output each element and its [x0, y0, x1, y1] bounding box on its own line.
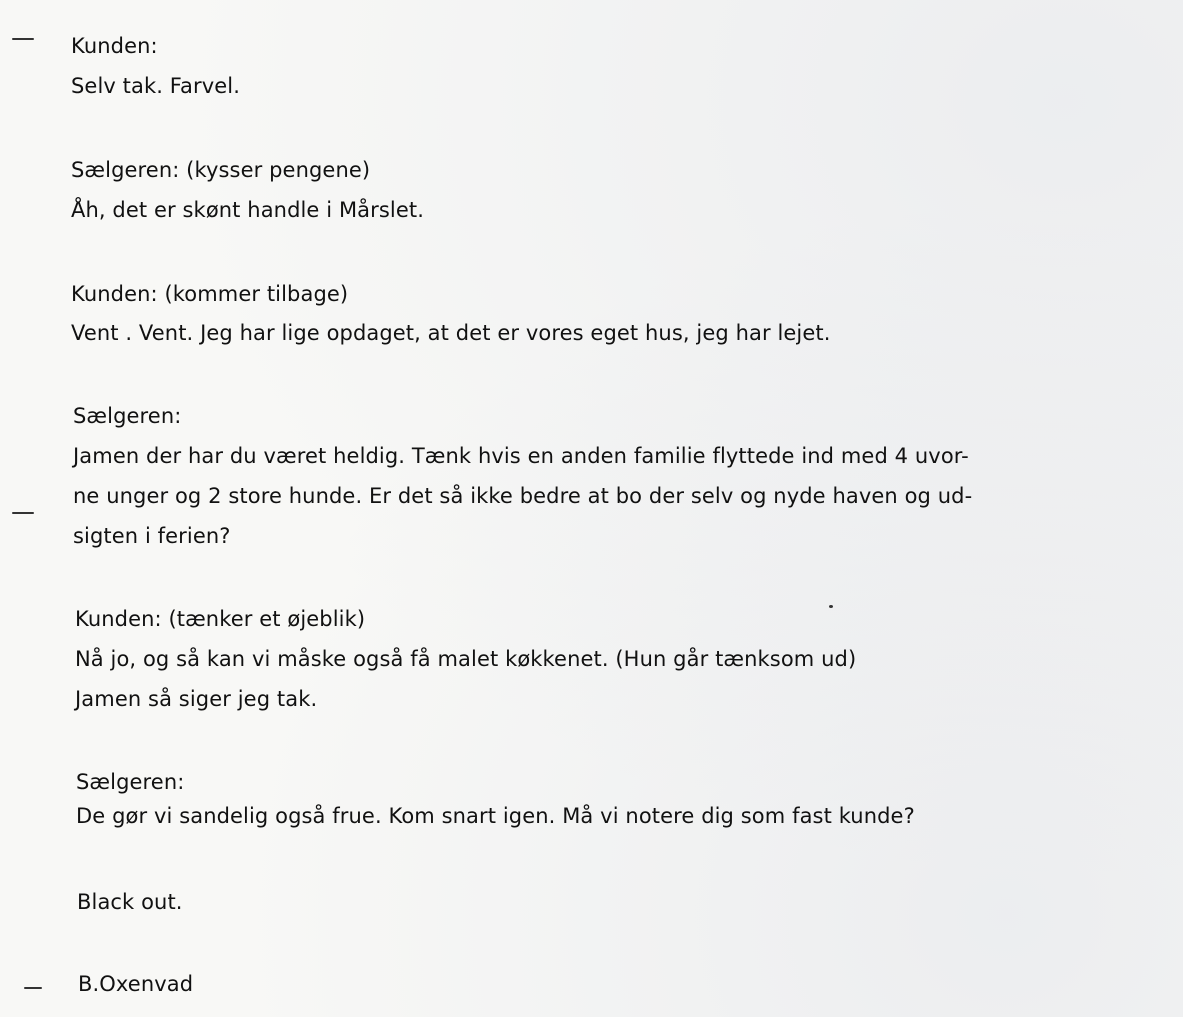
dialogue-line: De gør vi sandelig også frue. Kom snart igen. Må vi notere dig som fast kunde?	[76, 804, 915, 828]
dialogue-line: Jamen der har du været heldig. Tænk hvis en anden familie flyttede ind med 4 uvor-	[73, 444, 969, 468]
margin-mark-middle	[12, 512, 34, 514]
speaker-line: Kunden:	[71, 34, 158, 58]
closing-line: Black out.	[77, 890, 183, 914]
dialogue-line: sigten i ferien?	[73, 524, 231, 548]
dialogue-line: Vent . Vent. Jeg har lige opdaget, at det er vores eget hus, jeg har lejet.	[71, 321, 831, 345]
dialogue-line: Jamen så siger jeg tak.	[75, 687, 318, 711]
speaker-line: Sælgeren:	[76, 770, 185, 794]
dialogue-line: Nå jo, og så kan vi måske også få malet køkkenet. (Hun går tænksom ud)	[75, 647, 857, 671]
dialogue-line: Selv tak. Farvel.	[71, 74, 241, 98]
margin-mark-top	[12, 38, 34, 40]
ink-speck	[829, 605, 833, 608]
margin-mark-bottom	[24, 987, 42, 989]
author-signature: B.Oxenvad	[78, 972, 194, 996]
speaker-line: Sælgeren: (kysser pengene)	[71, 158, 371, 182]
dialogue-line: ne unger og 2 store hunde. Er det så ikke bedre at bo der selv og nyde haven og ud-	[73, 484, 973, 508]
dialogue-line: Åh, det er skønt handle i Mårslet.	[71, 198, 424, 222]
speaker-line: Kunden: (kommer tilbage)	[71, 282, 349, 306]
speaker-line: Sælgeren:	[73, 404, 182, 428]
speaker-line: Kunden: (tænker et øjeblik)	[75, 607, 366, 631]
